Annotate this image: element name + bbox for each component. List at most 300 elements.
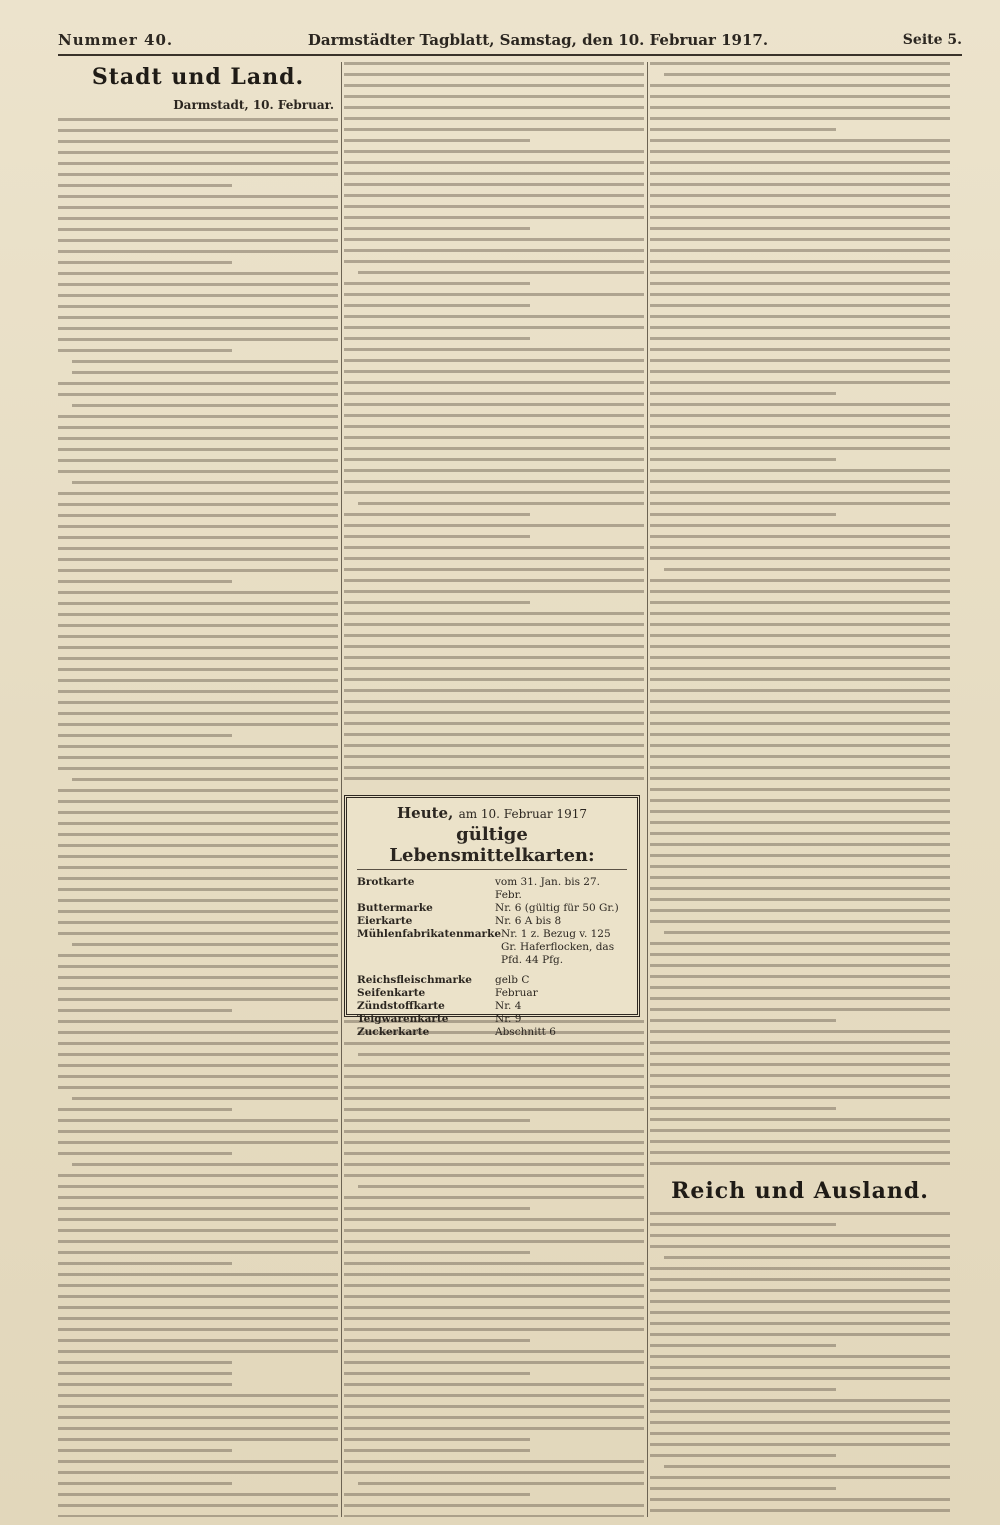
text-line bbox=[344, 733, 644, 736]
text-line bbox=[650, 1019, 836, 1022]
text-line bbox=[344, 1328, 644, 1331]
text-line bbox=[58, 734, 232, 737]
text-line bbox=[650, 513, 836, 516]
text-line bbox=[650, 678, 950, 681]
text-line bbox=[650, 194, 950, 197]
text-line bbox=[344, 326, 644, 329]
text-line bbox=[344, 106, 644, 109]
ration-card-value: Nr. 6 A bis 8 bbox=[495, 915, 562, 927]
ration-card-name: Zuckerkarte bbox=[357, 1026, 430, 1038]
text-line bbox=[58, 184, 232, 187]
ration-card-row bbox=[357, 1026, 627, 1039]
text-line bbox=[344, 612, 644, 615]
ration-card-name: Mühlenfabrikatenmarke bbox=[357, 928, 502, 940]
text-line bbox=[58, 228, 338, 231]
text-line bbox=[58, 1262, 232, 1265]
text-line bbox=[650, 887, 950, 890]
text-line bbox=[58, 954, 338, 957]
text-line bbox=[650, 227, 950, 230]
text-line bbox=[650, 1300, 950, 1303]
text-line bbox=[650, 183, 950, 186]
text-line bbox=[650, 1388, 836, 1391]
text-line bbox=[344, 1405, 644, 1408]
text-line bbox=[344, 1515, 644, 1517]
text-line bbox=[58, 151, 338, 154]
text-line bbox=[650, 238, 950, 241]
text-line bbox=[58, 1361, 232, 1364]
text-line bbox=[58, 811, 338, 814]
text-line bbox=[58, 503, 338, 506]
text-line bbox=[58, 1372, 232, 1375]
text-line bbox=[58, 1207, 338, 1210]
text-line bbox=[344, 337, 530, 340]
text-line bbox=[650, 645, 950, 648]
ration-card-box bbox=[344, 795, 640, 1038]
text-line bbox=[650, 381, 950, 384]
text-line bbox=[650, 293, 950, 296]
text-line bbox=[650, 953, 950, 956]
text-line bbox=[58, 921, 338, 924]
text-line bbox=[650, 1063, 950, 1066]
text-line bbox=[58, 393, 338, 396]
text-line bbox=[650, 359, 950, 362]
text-line bbox=[344, 1438, 530, 1441]
text-line bbox=[650, 1052, 950, 1055]
text-line bbox=[650, 876, 950, 879]
text-line bbox=[650, 722, 950, 725]
text-line bbox=[58, 1350, 338, 1353]
text-line bbox=[650, 1432, 950, 1435]
text-line bbox=[650, 810, 950, 813]
text-line bbox=[344, 656, 644, 659]
text-line bbox=[72, 1163, 338, 1166]
text-line bbox=[650, 656, 950, 659]
ration-card-list bbox=[357, 974, 627, 1039]
text-line bbox=[72, 371, 338, 374]
ration-card-name: Eierkarte bbox=[357, 915, 413, 927]
text-line bbox=[58, 635, 338, 638]
article-text-block bbox=[650, 62, 950, 1170]
text-line bbox=[650, 1107, 836, 1110]
text-line bbox=[58, 525, 338, 528]
text-line bbox=[58, 1229, 338, 1232]
text-line bbox=[650, 711, 950, 714]
text-line bbox=[650, 788, 950, 791]
text-line bbox=[58, 745, 338, 748]
text-line bbox=[344, 634, 644, 637]
text-line bbox=[58, 690, 338, 693]
text-line bbox=[650, 975, 950, 978]
text-line bbox=[650, 1267, 950, 1270]
article-text-block bbox=[58, 118, 338, 1517]
text-line bbox=[344, 227, 530, 230]
text-line bbox=[58, 1504, 338, 1507]
text-line bbox=[650, 1030, 950, 1033]
text-line bbox=[72, 778, 338, 781]
text-line bbox=[344, 1416, 644, 1419]
text-line bbox=[650, 260, 950, 263]
text-line bbox=[650, 216, 950, 219]
text-line bbox=[650, 1344, 836, 1347]
ration-card-value: Februar bbox=[495, 987, 538, 999]
text-line bbox=[344, 1130, 644, 1133]
text-line bbox=[58, 1306, 338, 1309]
section-heading-reich-und-ausland: Reich und Ausland. bbox=[671, 1178, 929, 1204]
ration-card-name: Buttermarke bbox=[357, 902, 433, 914]
text-line bbox=[344, 1218, 644, 1221]
text-line bbox=[344, 161, 644, 164]
text-line bbox=[58, 1251, 338, 1254]
text-line bbox=[58, 261, 232, 264]
text-line bbox=[650, 1454, 836, 1457]
ration-box-intro: Heute, bbox=[397, 804, 454, 822]
text-line bbox=[650, 458, 836, 461]
text-line bbox=[344, 1350, 644, 1353]
ration-card-row bbox=[357, 902, 627, 915]
text-line bbox=[650, 128, 836, 131]
text-line bbox=[58, 1416, 338, 1419]
text-line bbox=[344, 557, 644, 560]
text-line bbox=[58, 998, 338, 1001]
text-line bbox=[344, 95, 644, 98]
text-line bbox=[58, 382, 338, 385]
text-line bbox=[344, 458, 644, 461]
text-line bbox=[72, 481, 338, 484]
text-line bbox=[650, 1162, 950, 1165]
text-line bbox=[650, 95, 950, 98]
text-line bbox=[58, 140, 338, 143]
text-line bbox=[344, 1163, 644, 1166]
text-line bbox=[650, 1443, 950, 1446]
ration-card-name: Brotkarte bbox=[357, 876, 415, 888]
text-line bbox=[650, 1074, 950, 1077]
text-line bbox=[650, 634, 950, 637]
text-line bbox=[344, 1427, 644, 1430]
text-line bbox=[344, 480, 644, 483]
text-line bbox=[650, 1129, 950, 1132]
text-line bbox=[58, 910, 338, 913]
text-line bbox=[650, 1355, 950, 1358]
text-line bbox=[650, 799, 950, 802]
article-text-block bbox=[344, 62, 644, 784]
text-line bbox=[344, 623, 644, 626]
text-line bbox=[58, 536, 338, 539]
text-line bbox=[650, 832, 950, 835]
text-line bbox=[58, 349, 232, 352]
text-line bbox=[650, 1311, 950, 1314]
text-line bbox=[58, 1119, 338, 1122]
text-line bbox=[58, 987, 338, 990]
text-line bbox=[58, 217, 338, 220]
ration-card-row bbox=[357, 876, 627, 902]
text-line bbox=[58, 877, 338, 880]
text-line bbox=[344, 722, 644, 725]
text-line bbox=[344, 1449, 530, 1452]
text-line bbox=[650, 1487, 836, 1490]
text-line bbox=[650, 821, 950, 824]
text-line bbox=[344, 1174, 644, 1177]
text-line bbox=[58, 558, 338, 561]
ration-card-value: Nr. 9 bbox=[495, 1013, 522, 1025]
text-line bbox=[650, 502, 950, 505]
text-line bbox=[344, 1295, 644, 1298]
text-line bbox=[344, 546, 644, 549]
text-line bbox=[344, 359, 644, 362]
text-line bbox=[650, 1509, 950, 1512]
text-line bbox=[58, 580, 232, 583]
text-line bbox=[650, 337, 950, 340]
text-line bbox=[650, 491, 950, 494]
text-line bbox=[58, 767, 338, 770]
text-line bbox=[650, 1096, 950, 1099]
text-line bbox=[58, 1515, 338, 1517]
text-line bbox=[650, 557, 950, 560]
text-line bbox=[650, 1278, 950, 1281]
text-line bbox=[344, 238, 644, 241]
text-line bbox=[344, 117, 644, 120]
text-line bbox=[650, 1322, 950, 1325]
column-middle bbox=[344, 62, 644, 1517]
text-line bbox=[344, 1086, 644, 1089]
ration-card-value: gelb C bbox=[495, 974, 530, 986]
ration-box-heading: gültige Lebensmittelkarten: bbox=[357, 824, 627, 870]
text-line bbox=[650, 282, 950, 285]
text-line bbox=[58, 701, 338, 704]
text-line bbox=[344, 403, 644, 406]
text-line bbox=[344, 1471, 644, 1474]
text-line bbox=[650, 700, 950, 703]
text-line bbox=[58, 195, 338, 198]
text-line bbox=[344, 579, 644, 582]
ration-card-value: vom 31. Jan. bis 27. Febr. bbox=[495, 876, 600, 901]
text-line bbox=[650, 403, 950, 406]
text-line bbox=[650, 436, 950, 439]
ration-card-name: Reichsfleischmarke bbox=[357, 974, 472, 986]
ration-card-list bbox=[357, 876, 627, 967]
text-line bbox=[58, 668, 338, 671]
text-line bbox=[650, 1223, 836, 1226]
text-line bbox=[344, 1042, 644, 1045]
text-line bbox=[344, 568, 644, 571]
text-line bbox=[650, 777, 950, 780]
text-line bbox=[650, 1289, 950, 1292]
text-line bbox=[664, 1256, 950, 1259]
text-line bbox=[650, 898, 950, 901]
text-line bbox=[344, 1075, 644, 1078]
text-line bbox=[650, 623, 950, 626]
text-line bbox=[344, 645, 644, 648]
text-line bbox=[58, 965, 338, 968]
text-line bbox=[344, 1361, 644, 1364]
text-line bbox=[344, 1240, 644, 1243]
text-line bbox=[650, 1245, 950, 1248]
text-line bbox=[344, 392, 644, 395]
text-line bbox=[344, 524, 644, 527]
text-line bbox=[664, 568, 950, 571]
text-line bbox=[344, 1064, 644, 1067]
text-line bbox=[344, 1141, 644, 1144]
text-line bbox=[650, 1041, 950, 1044]
text-line bbox=[650, 271, 950, 274]
text-line bbox=[344, 1229, 644, 1232]
ration-card-name: Teigwarenkarte bbox=[357, 1013, 449, 1025]
ration-card-value: Nr. 6 (gültig für 50 Gr.) bbox=[495, 902, 619, 914]
issue-number: Nummer 40. bbox=[58, 31, 174, 49]
text-line bbox=[650, 854, 950, 857]
text-line bbox=[650, 106, 950, 109]
text-line bbox=[650, 1498, 950, 1501]
text-line bbox=[650, 447, 950, 450]
text-line bbox=[58, 1196, 338, 1199]
text-line bbox=[58, 1317, 338, 1320]
text-line bbox=[58, 1449, 232, 1452]
text-line bbox=[344, 678, 644, 681]
text-line bbox=[344, 381, 644, 384]
text-line bbox=[58, 1130, 338, 1133]
text-line bbox=[58, 283, 338, 286]
text-line bbox=[344, 1196, 644, 1199]
text-line bbox=[344, 1493, 530, 1496]
text-line bbox=[650, 139, 950, 142]
text-line bbox=[58, 1086, 338, 1089]
text-line bbox=[344, 370, 644, 373]
text-line bbox=[344, 139, 530, 142]
text-line bbox=[58, 1174, 338, 1177]
text-line bbox=[650, 997, 950, 1000]
text-line bbox=[58, 723, 338, 726]
text-line bbox=[344, 755, 644, 758]
text-line bbox=[58, 1438, 338, 1441]
ration-box-title bbox=[357, 804, 627, 822]
text-line bbox=[358, 1482, 644, 1485]
text-line bbox=[650, 1140, 950, 1143]
text-line bbox=[344, 436, 644, 439]
text-line bbox=[650, 1476, 950, 1479]
text-line bbox=[344, 535, 530, 538]
text-line bbox=[344, 766, 644, 769]
text-line bbox=[58, 899, 338, 902]
text-line bbox=[650, 744, 950, 747]
text-line bbox=[650, 601, 950, 604]
text-line bbox=[58, 822, 338, 825]
ration-box-date: am 10. Februar 1917 bbox=[458, 807, 587, 821]
text-line bbox=[58, 1295, 338, 1298]
text-line bbox=[58, 844, 338, 847]
text-line bbox=[650, 348, 950, 351]
text-line bbox=[344, 777, 644, 780]
text-line bbox=[650, 370, 950, 373]
text-line bbox=[650, 964, 950, 967]
ration-card-value: Nr. 4 bbox=[495, 1000, 522, 1012]
text-line bbox=[58, 602, 338, 605]
text-line bbox=[650, 865, 950, 868]
text-line bbox=[58, 1009, 232, 1012]
text-line bbox=[344, 1097, 644, 1100]
text-line bbox=[344, 1317, 644, 1320]
ration-card-row bbox=[357, 1013, 627, 1026]
text-line bbox=[58, 470, 338, 473]
text-line bbox=[58, 162, 338, 165]
text-line bbox=[344, 1339, 530, 1342]
text-line bbox=[58, 547, 338, 550]
text-line bbox=[58, 679, 338, 682]
text-line bbox=[58, 866, 338, 869]
text-line bbox=[58, 1284, 338, 1287]
text-line bbox=[58, 932, 338, 935]
text-line bbox=[58, 173, 338, 176]
text-line bbox=[344, 1251, 530, 1254]
text-line bbox=[344, 513, 530, 516]
text-line bbox=[650, 755, 950, 758]
text-line bbox=[58, 415, 338, 418]
column-rule bbox=[647, 62, 648, 1517]
text-line bbox=[58, 1053, 338, 1056]
text-line bbox=[650, 480, 950, 483]
text-line bbox=[650, 1008, 950, 1011]
text-line bbox=[344, 249, 644, 252]
text-line bbox=[344, 183, 644, 186]
text-line bbox=[344, 216, 644, 219]
text-line bbox=[664, 1465, 950, 1468]
text-line bbox=[650, 1377, 950, 1380]
text-line bbox=[650, 524, 950, 527]
text-line bbox=[58, 1339, 338, 1342]
text-line bbox=[58, 888, 338, 891]
newspaper-title: Darmstädter Tagblatt, Samstag, den 10. Februar 1917. bbox=[307, 31, 769, 49]
text-line bbox=[650, 1399, 950, 1402]
text-line bbox=[344, 1119, 530, 1122]
text-line bbox=[650, 304, 950, 307]
text-line bbox=[650, 1333, 950, 1336]
text-line bbox=[344, 590, 644, 593]
text-line bbox=[344, 414, 644, 417]
text-line bbox=[58, 459, 338, 462]
text-line bbox=[58, 1383, 232, 1386]
text-line bbox=[58, 756, 338, 759]
text-line bbox=[58, 1460, 338, 1463]
text-line bbox=[58, 1031, 338, 1034]
text-line bbox=[58, 1482, 232, 1485]
text-line bbox=[650, 205, 950, 208]
text-line bbox=[58, 1493, 338, 1496]
text-line bbox=[650, 150, 950, 153]
ration-card-row bbox=[357, 915, 627, 928]
text-line bbox=[664, 73, 950, 76]
text-line bbox=[650, 986, 950, 989]
text-line bbox=[650, 920, 950, 923]
text-line bbox=[58, 1108, 232, 1111]
text-line bbox=[344, 491, 644, 494]
text-line bbox=[58, 976, 338, 979]
text-line bbox=[344, 293, 644, 296]
text-line bbox=[344, 689, 644, 692]
text-line bbox=[58, 1075, 338, 1078]
text-line bbox=[344, 1273, 644, 1276]
text-line bbox=[344, 447, 644, 450]
text-line bbox=[58, 800, 338, 803]
text-line bbox=[58, 646, 338, 649]
text-line bbox=[650, 425, 950, 428]
text-line bbox=[358, 271, 644, 274]
text-line bbox=[650, 733, 950, 736]
text-line bbox=[344, 128, 644, 131]
text-line bbox=[344, 205, 644, 208]
text-line bbox=[650, 117, 950, 120]
text-line bbox=[650, 392, 836, 395]
text-line bbox=[58, 1273, 338, 1276]
text-line bbox=[650, 1234, 950, 1237]
text-line bbox=[344, 1306, 644, 1309]
